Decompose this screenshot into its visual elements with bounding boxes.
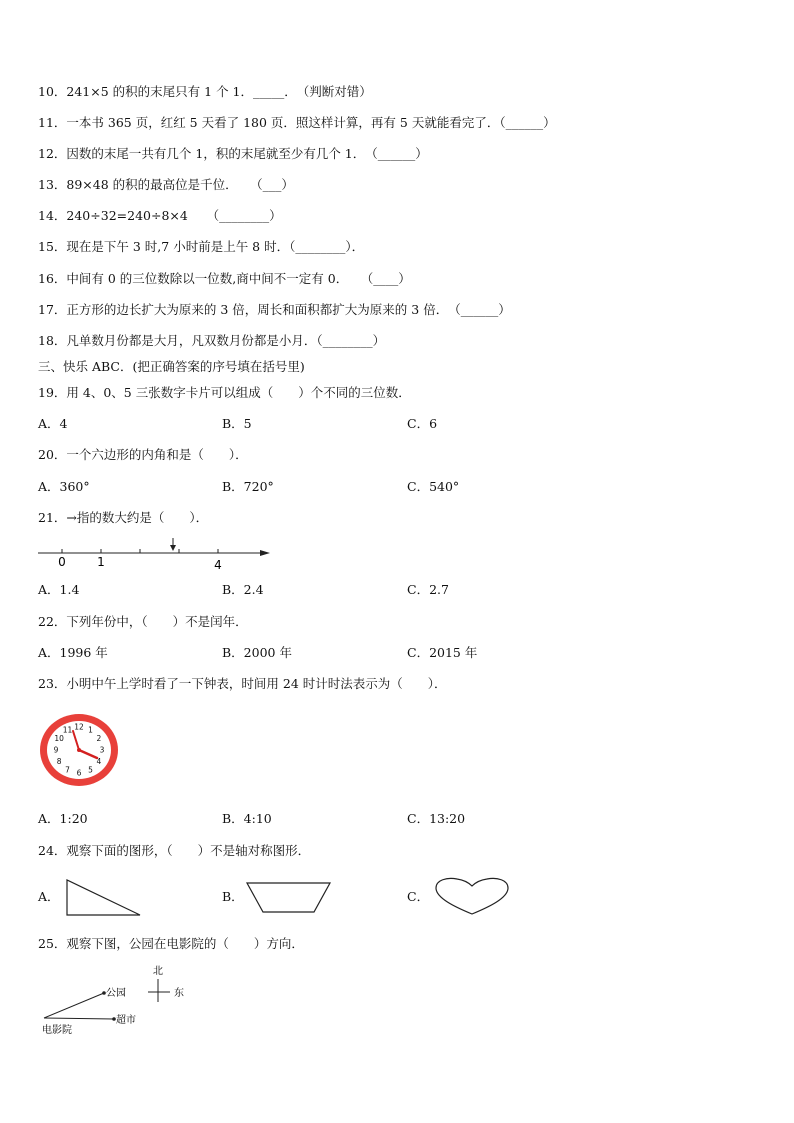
q24-option-c: C．: [407, 889, 430, 904]
number-line-figure: [34, 534, 274, 572]
q23-option-a: A．1:20: [38, 811, 88, 826]
clock-number-7: 7: [65, 765, 70, 775]
clock-number-11: 11: [62, 725, 73, 735]
q20-option-a: A．360°: [38, 479, 90, 494]
question-12: 12．因数的末尾一共有几个 1，积的末尾就至少有几个 1． （______）: [38, 146, 428, 161]
question-14: 14．240÷32=240÷8×4 （________）: [38, 208, 282, 223]
number-line-arrowhead: [260, 550, 270, 556]
clock-number-2: 2: [96, 734, 102, 744]
q19-option-c: C．6: [407, 416, 438, 431]
question-21: 21．→指的数大约是（ ）．: [38, 510, 209, 525]
down-arrow-icon: [170, 545, 176, 551]
question-24: 24．观察下面的图形，（ ）不是轴对称图形．: [38, 843, 311, 858]
north-label: 北: [153, 966, 163, 977]
question-22: 22．下列年份中，（ ）不是闰年．: [38, 614, 248, 629]
q22-option-c: C．2015 年: [407, 645, 478, 660]
axis-label-4: 4: [214, 558, 222, 572]
q21-option-b: B．2.4: [222, 582, 264, 597]
heart-shape: [433, 876, 511, 918]
q21-option-c: C．2.7: [407, 582, 449, 597]
question-13: 13．89×48 的积的最高位是千位． （___）: [38, 177, 294, 192]
q19-option-a: A．4: [38, 416, 68, 431]
clock-number-8: 8: [56, 757, 62, 767]
clock-number-6: 6: [76, 768, 82, 778]
east-label: 东: [174, 988, 184, 999]
clock-center-pin: [77, 748, 81, 752]
question-18: 18．凡单数月份都是大月，凡双数月份都是小月．（________）: [38, 333, 386, 348]
park-label: 公园: [106, 988, 126, 999]
clock-number-9: 9: [53, 745, 59, 755]
question-17: 17．正方形的边长扩大为原来的 3 倍，周长和面积都扩大为原来的 3 倍． （______）: [38, 302, 511, 317]
cinema-market-line: [44, 1018, 114, 1019]
question-20: 20．一个六边形的内角和是（ ）．: [38, 447, 248, 462]
question-16: 16．中间有 0 的三位数除以一位数,商中间不一定有 0． （____）: [38, 271, 411, 286]
q21-option-a: A．1.4: [38, 582, 80, 597]
q19-option-b: B．5: [222, 416, 252, 431]
q24-option-b: B．: [222, 889, 244, 904]
q24-option-a: A．: [38, 889, 60, 904]
clock-number-3: 3: [99, 745, 105, 755]
clock-figure: [38, 712, 120, 788]
question-23: 23．小明中午上学时看了一下钟表，时间用 24 时计时法表示为（ ）．: [38, 676, 447, 691]
direction-map-figure: [36, 960, 216, 1040]
clock-number-10: 10: [54, 734, 64, 744]
clock-number-1: 1: [88, 725, 93, 735]
q20-option-c: C．540°: [407, 479, 460, 494]
axis-label-1: 1: [97, 555, 105, 569]
section-3-heading: 三、快乐 ABC．(把正确答案的序号填在括号里): [38, 359, 305, 374]
right-triangle-shape: [64, 877, 144, 919]
cinema-label: 电影院: [42, 1025, 72, 1036]
q23-option-b: B．4:10: [222, 811, 272, 826]
clock-number-12: 12: [74, 722, 84, 732]
axis-label-0: 0: [58, 555, 66, 569]
question-11: 11．一本书 365 页，红红 5 天看了 180 页．照这样计算，再有 5 天就能看完了．（______）: [38, 115, 556, 130]
market-label: 超市: [116, 1015, 136, 1026]
question-19: 19．用 4、0、5 三张数字卡片可以组成（ ）个不同的三位数．: [38, 385, 411, 400]
q22-option-a: A．1996 年: [38, 645, 108, 660]
q20-option-b: B．720°: [222, 479, 274, 494]
question-10: 10．241×5 的积的末尾只有 1 个 1．_____． （判断对错）: [38, 84, 372, 99]
question-15: 15．现在是下午 3 时,7 小时前是上午 8 时．（________）．: [38, 239, 365, 254]
q22-option-b: B．2000 年: [222, 645, 292, 660]
clock-number-5: 5: [88, 765, 93, 775]
q23-option-c: C．13:20: [407, 811, 466, 826]
trapezoid-shape: [244, 880, 334, 916]
clock-number-4: 4: [96, 757, 102, 767]
question-25: 25．观察下图，公园在电影院的（ ）方向．: [38, 936, 304, 951]
cinema-park-line: [44, 993, 104, 1018]
